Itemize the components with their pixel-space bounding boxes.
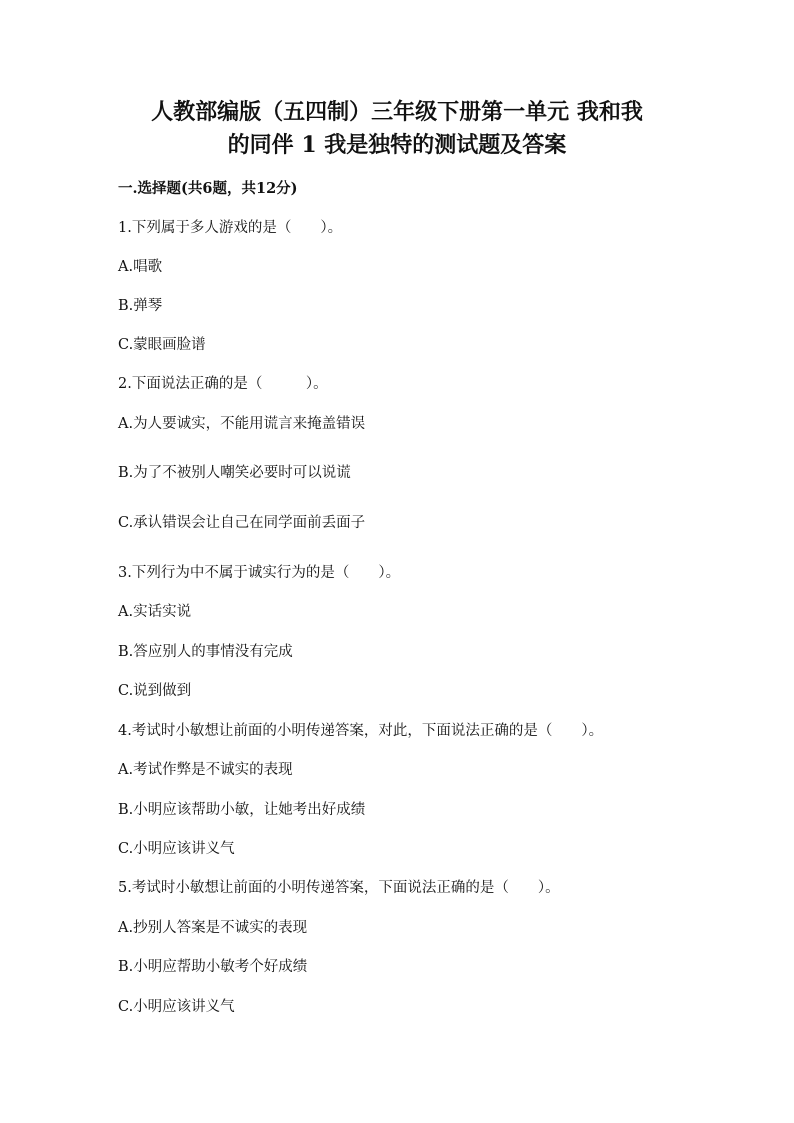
question-5-stem: 5.考试时小敏想让前面的小明传递答案，下面说法正确的是（ ）。 [118,880,560,896]
question-2-option-b: B.为了不被别人嘲笑必要时可以说谎 [118,465,351,481]
question-3-option-b: B.答应别人的事情没有完成 [118,644,293,660]
document-title-line-2: 的同伴 1 我是独特的测试题及答案 [227,132,567,158]
question-2-stem: 2.下面说法正确的是（ ）。 [118,376,328,392]
question-1-option-b: B.弹琴 [118,298,163,314]
section-heading: 一.选择题(共6题，共12分) [118,180,298,197]
question-5-option-a: A.抄别人答案是不诚实的表现 [118,920,308,936]
question-2-option-c: C.承认错误会让自己在同学面前丢面子 [118,515,366,531]
question-4-option-c: C.小明应该讲义气 [118,841,235,857]
question-2-option-a: A.为人要诚实，不能用谎言来掩盖错误 [118,416,366,432]
question-3-option-c: C.说到做到 [118,683,192,699]
question-3-option-a: A.实话实说 [118,604,192,620]
question-1-stem: 1.下列属于多人游戏的是（ ）。 [118,220,343,236]
question-4-stem: 4.考试时小敏想让前面的小明传递答案，对此，下面说法正确的是（ ）。 [118,723,604,739]
question-5-option-c: C.小明应该讲义气 [118,999,235,1015]
question-4-option-b: B.小明应该帮助小敏，让她考出好成绩 [118,802,366,818]
question-1-option-c: C.蒙眼画脸谱 [118,337,206,353]
document-title-line-1: 人教部编版（五四制）三年级下册第一单元 我和我 [151,99,643,125]
question-4-option-a: A.考试作弊是不诚实的表现 [118,762,293,778]
question-3-stem: 3.下列行为中不属于诚实行为的是（ ）。 [118,565,401,581]
question-1-option-a: A.唱歌 [118,259,163,275]
question-5-option-b: B.小明应帮助小敏考个好成绩 [118,959,308,975]
